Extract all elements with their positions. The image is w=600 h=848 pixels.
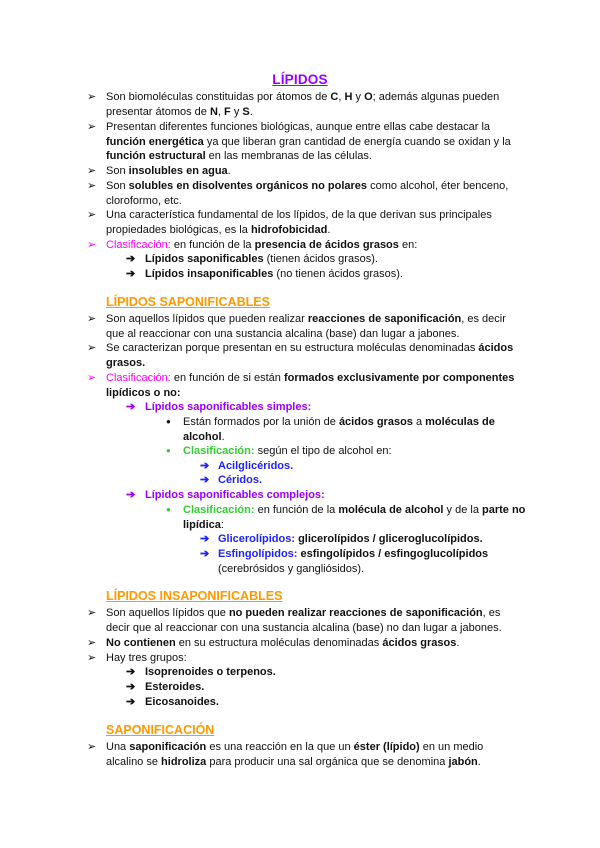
sap-item-definition: ➢ Son aquellos lípidos que pueden realizar reacciones de saponificación, es decir que al reaccionar con una sustancia alcalina (base) dan lugar a jabones. <box>87 313 506 340</box>
sap-sub-complex: ➔ Lípidos saponificables complejos: <box>126 489 325 501</box>
insap-item-definition: ➢ Son aquellos lípidos que no pueden realizar reacciones de saponificación, es decir que al reaccionar con una sustancia alcalina (base) no dan lugar a jabones. <box>87 607 502 634</box>
arrow-right-icon: ➔ <box>126 489 136 501</box>
arrow-right-icon: ➔ <box>126 666 136 678</box>
bullet-arrowhead-icon: ➢ <box>87 313 97 325</box>
insap-group-isoprenoids: ➔ Isoprenoides o terpenos. <box>126 666 276 678</box>
arrow-right-icon: ➔ <box>126 401 136 413</box>
arrow-right-icon: ➔ <box>126 696 136 708</box>
bullet-arrowhead-icon: ➢ <box>87 239 97 251</box>
section-heading-saponification: SAPONIFICACIÓN <box>106 723 215 737</box>
intro-sub-insaponifiable: ➔ Lípidos insaponificables (no tienen ácidos grasos). <box>126 268 403 280</box>
bullet-arrowhead-icon: ➢ <box>87 741 97 753</box>
sap-item-structure: ➢ Se caracterizan porque presentan en su estructura moléculas denominadas ácidos grasos. <box>87 342 514 369</box>
arrow-right-icon: ➔ <box>126 253 136 265</box>
intro-item-soluble: ➢ Son solubles en disolventes orgánicos no polares como alcohol, éter benceno, cloroformo, etc. <box>87 180 509 207</box>
section-heading-saponifiable: LÍPIDOS SAPONIFICABLES <box>106 295 270 309</box>
sap-item-classification: ➢ Clasificación: en función de si están formados exclusivamente por componentes lipídicos o no: <box>87 372 515 399</box>
insap-group-eicosanoids: ➔ Eicosanoides. <box>126 696 219 708</box>
bullet-arrowhead-icon: ➢ <box>87 91 97 103</box>
sap-sub-simple: ➔ Lípidos saponificables simples: <box>126 401 312 413</box>
bullet-arrowhead-icon: ➢ <box>87 372 97 384</box>
insap-group-steroids: ➔ Esteroides. <box>126 681 205 693</box>
bullet-dot-icon: ● <box>166 505 171 514</box>
intro-item-hydrophobicity: ➢ Una característica fundamental de los lípidos, de la que derivan sus principales propiedades biológicas, es la hidrofobicidad. <box>87 209 492 236</box>
saponification-definition: ➢ Una saponificación es una reacción en la que un éster (lípido) en un medio alcalino se hidroliza para producir una sal orgánica que se denomina jabón. <box>87 741 484 768</box>
bullet-arrowhead-icon: ➢ <box>87 637 97 649</box>
sap-simple-composition: ● Están formados por la unión de ácidos grasos a moléculas de alcohol. <box>166 416 495 443</box>
intro-item-composition: ➢ Son biomoléculas constituidas por átomos de C, H y O; además algunas pueden presentar átomos de N, F y S. <box>87 91 500 118</box>
section-heading-insaponifiable: LÍPIDOS INSAPONIFICABLES <box>106 589 283 603</box>
bullet-arrowhead-icon: ➢ <box>87 121 97 133</box>
arrow-right-icon: ➔ <box>126 268 136 280</box>
arrow-right-icon: ➔ <box>200 548 210 560</box>
bullet-dot-icon: ● <box>166 446 171 455</box>
arrow-right-icon: ➔ <box>200 533 210 545</box>
intro-item-classification: ➢ Clasificación: en función de la presencia de ácidos grasos en: <box>87 239 418 251</box>
sap-complex-sphingolipids: ➔ Esfingolípidos: esfingolípidos / esfingoglucolípidos (cerebrósidos y gangliósidos). <box>200 548 489 575</box>
sap-complex-classification: ● Clasificación: en función de la molécula de alcohol y de la parte no lipídica: <box>166 504 526 531</box>
bullet-arrowhead-icon: ➢ <box>87 652 97 664</box>
sap-complex-glycerolipids: ➔ Glicerolípidos: glicerolípidos / gliceroglucolípidos. <box>200 533 483 545</box>
sap-simple-cerides: ➔ Céridos. <box>200 474 263 486</box>
sap-simple-classification: ● Clasificación: según el tipo de alcohol en: <box>166 445 392 457</box>
sap-simple-acylglycerides: ➔ Acilglicéridos. <box>200 460 294 472</box>
arrow-right-icon: ➔ <box>200 460 210 472</box>
insap-item-structure: ➢ No contienen en su estructura moléculas denominadas ácidos grasos. <box>87 637 460 649</box>
bullet-arrowhead-icon: ➢ <box>87 165 97 177</box>
page-title: LÍPIDOS <box>272 72 328 87</box>
bullet-arrowhead-icon: ➢ <box>87 342 97 354</box>
arrow-right-icon: ➔ <box>200 474 210 486</box>
intro-item-functions: ➢ Presentan diferentes funciones biológicas, aunque entre ellas cabe destacar la función energética ya que liberan gran cantidad de energía cuando se oxidan y la función estructural en las membranas de las células. <box>87 121 511 163</box>
bullet-arrowhead-icon: ➢ <box>87 607 97 619</box>
intro-sub-saponifiable: ➔ Lípidos saponificables (tienen ácidos grasos). <box>126 253 378 265</box>
bullet-arrowhead-icon: ➢ <box>87 180 97 192</box>
arrow-right-icon: ➔ <box>126 681 136 693</box>
bullet-dot-icon: ● <box>166 417 171 426</box>
intro-item-insoluble: ➢ Son insolubles en agua. <box>87 165 231 177</box>
insap-item-groups: ➢ Hay tres grupos: <box>87 652 187 664</box>
bullet-arrowhead-icon: ➢ <box>87 209 97 221</box>
